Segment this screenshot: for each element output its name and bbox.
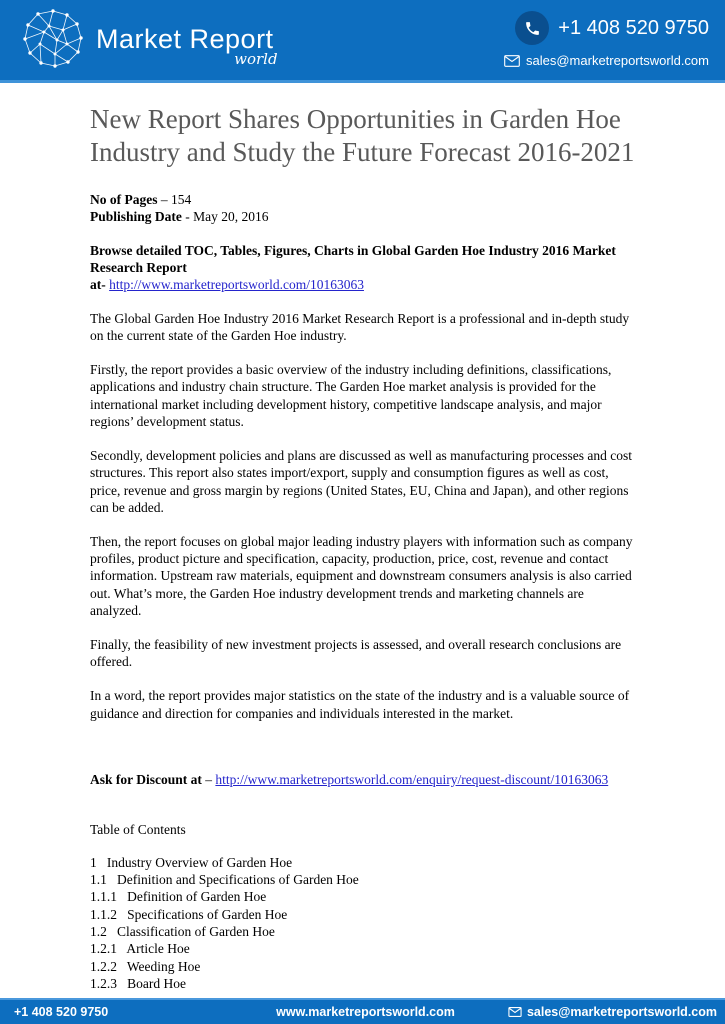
publish-date-label: Publishing Date (90, 208, 182, 224)
toc-item: 1.2.2 Weeding Hoe (90, 958, 201, 974)
brand-wordmark (96, 23, 278, 68)
brand-logo (22, 8, 278, 70)
discount-label: Ask for Discount at (90, 771, 202, 787)
toc-item: 1.2.3 Board Hoe (90, 975, 186, 991)
brand-subtitle: world (234, 49, 278, 68)
header-phone-row (504, 11, 709, 45)
report-meta (90, 191, 636, 225)
paragraph-then: Then, the report focuses on global major leading industry players with information such as company profiles, product picture and specification, capacity, production, price, cost, revenue and contact information. Upstream raw materials, equipment and downstream consumers analysis is also carried out. What’s more, the Garden Hoe industry development trends and marketing channels are analyzed. (90, 533, 633, 618)
discount-link[interactable]: http://www.marketreportsworld.com/enquiry/request-discount/10163063 (215, 771, 609, 787)
paragraph-intro: The Global Garden Hoe Industry 2016 Market Research Report is a professional and in-depth study on the current state of the Garden Hoe industry. (90, 310, 630, 344)
browse-block (90, 242, 636, 293)
header-banner (0, 0, 725, 80)
envelope-icon (508, 1007, 522, 1017)
publish-date-value: - May 20, 2016 (185, 208, 269, 224)
footer-email-row (504, 1005, 725, 1019)
paragraph-summary: In a word, the report provides major statistics on the state of the industry and is a valuable source of guidance and direction for companies and individuals interested in the market. (90, 688, 630, 721)
toc-heading: Table of Contents (90, 821, 186, 837)
toc-item: 1.1.2 Specifications of Garden Hoe (90, 906, 288, 922)
pages-label: No of Pages (90, 191, 158, 207)
footer-phone: +1 408 520 9750 (14, 1005, 109, 1019)
footer-banner (0, 998, 725, 1024)
browse-heading: Browse detailed TOC, Tables, Figures, Charts in Global Garden Hoe Industry 2016 Market Research Report (90, 242, 616, 275)
header-email-row (504, 53, 709, 68)
header-contact (504, 11, 709, 68)
toc-item: 1.1 Definition and Specifications of Garden Hoe (90, 872, 359, 888)
document-body (90, 83, 636, 992)
browse-link-line (90, 276, 636, 293)
paragraph-firstly: Firstly, the report provides a basic overview of the industry including definitions, classifications, applications and industry chain structure. The Garden Hoe market analysis is provided for the international market including development history, competitive landscape analysis, and major regions’ development status. (90, 362, 612, 429)
page-title: New Report Shares Opportunities in Garden Hoe Industry and Study the Future Forecast 2016-2021 (90, 104, 635, 167)
footer-website: www.marketreportsworld.com (276, 1005, 455, 1019)
discount-sep: – (201, 771, 216, 787)
report-link[interactable]: http://www.marketreportsworld.com/10163063 (109, 276, 364, 292)
publish-date-line (90, 208, 636, 225)
brand-name: Market Report (96, 23, 274, 54)
paragraph-secondly: Secondly, development policies and plans are discussed as well as manufacturing processes and cost structures. This report also states import/export, supply and consumption figures as well as cost, price, revenue and gross margin by regions (United States, EU, China and Japan), and other regions can be added. (90, 448, 632, 515)
pages-value: – 154 (160, 191, 192, 207)
network-globe-icon (22, 8, 84, 70)
toc-item: 1.2.1 Article Hoe (90, 941, 190, 957)
toc-item: 1.2 Classification of Garden Hoe (90, 923, 275, 939)
footer-email: sales@marketreportsworld.com (526, 1005, 717, 1019)
header-phone-number: +1 408 520 9750 (558, 16, 709, 39)
toc-item: 1.1.1 Definition of Garden Hoe (90, 889, 267, 905)
at-label: at- (90, 276, 106, 292)
discount-line (90, 771, 636, 788)
phone-icon (515, 11, 549, 45)
header-email: sales@marketreportsworld.com (526, 53, 709, 68)
pages-line (90, 191, 636, 208)
paragraph-finally: Finally, the feasibility of new investment projects is assessed, and overall research conclusions are offered. (90, 636, 622, 670)
envelope-icon (504, 55, 520, 67)
toc-list (90, 854, 636, 992)
toc-item: 1 Industry Overview of Garden Hoe (90, 854, 293, 870)
